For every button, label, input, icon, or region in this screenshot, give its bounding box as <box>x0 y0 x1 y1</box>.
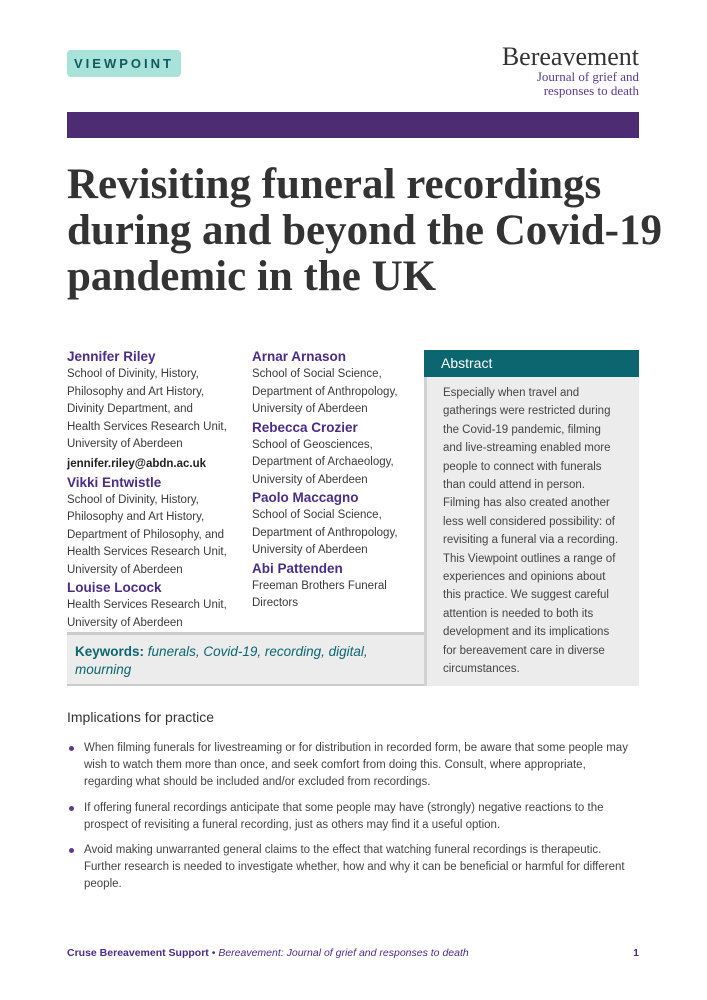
abstract-line: experiences and opinions about <box>443 571 606 584</box>
bullet-icon <box>69 746 74 751</box>
author-affiliation-line: Directors <box>252 597 299 609</box>
author-name: Arnar Arnason <box>252 349 347 364</box>
author-block <box>252 560 422 613</box>
author-affiliation-line: Department of Philosophy, and <box>67 528 225 541</box>
author-affiliation-line: Health Services Research Unit, <box>67 420 227 433</box>
author-affiliation-line: School of Geosciences, <box>252 438 373 451</box>
journal-subtitle-line: responses to death <box>543 83 639 98</box>
abstract-line: attention is needed to both its <box>443 607 594 620</box>
author-affiliation-line: School of Divinity, History, <box>67 368 199 380</box>
author-affiliation-line: University of Aberdeen <box>252 544 368 556</box>
author-affiliation-line: School of Social Science, <box>252 368 382 380</box>
abstract-line: Filming has also created another <box>443 497 610 510</box>
implication-item <box>67 842 632 894</box>
page-number: 1 <box>633 947 639 959</box>
viewpoint-badge: VIEWPOINT <box>67 50 181 77</box>
abstract-line: people to connect with funerals <box>443 460 602 473</box>
keywords-box <box>67 632 424 686</box>
author-affiliation-line: University of Aberdeen <box>67 616 183 629</box>
abstract-line: revisiting a funeral via a recording. <box>443 534 619 547</box>
author-affiliation-line: University of Aberdeen <box>67 438 183 450</box>
author-block <box>67 348 247 474</box>
abstract-line: development and its implications <box>443 626 610 639</box>
abstract-line: this practice. We suggest careful <box>443 589 609 602</box>
journal-subtitle-line: Journal of grief and <box>536 69 639 84</box>
author-affiliation-line: Health Services Research Unit, <box>67 546 227 558</box>
author-affiliation-line: Health Services Research Unit, <box>67 599 227 611</box>
author-affiliation-line: Philosophy and Art History, <box>67 385 205 398</box>
author-block <box>67 474 247 580</box>
author-name: Vikki Entwistle <box>67 474 162 490</box>
author-name: Rebecca Crozier <box>252 419 358 435</box>
footer-separator: • <box>208 947 219 959</box>
author-name: Louise Locock <box>67 580 162 595</box>
keywords-label: Keywords: <box>75 644 145 659</box>
authors-column-1 <box>67 348 247 632</box>
author-name: Jennifer Riley <box>67 349 156 364</box>
footer <box>67 947 469 959</box>
header-bar <box>67 112 639 138</box>
author-affiliation-line: Philosophy and Art History, <box>67 511 205 523</box>
abstract-line: the Covid-19 pandemic, filming <box>443 423 601 436</box>
implications-list <box>67 740 632 902</box>
implication-text: When filming funerals for livestreaming or for distribution in recorded form, be aware that some people may wish to watch them more than once, and seek comfort from doing this. Consult, where appropriate, regarding what should be included and/or excluded from recordings. <box>84 742 628 789</box>
abstract-line: for bereavement care in diverse <box>443 644 605 657</box>
title-line: Revisiting funeral recordings <box>67 161 602 208</box>
author-affiliation-line: Department of Anthropology, <box>252 526 398 539</box>
abstract-line: Especially when travel and <box>443 387 580 399</box>
author-block <box>67 579 247 632</box>
abstract-line: circumstances. <box>443 663 520 676</box>
journal-title: Bereavement <box>501 42 639 71</box>
implication-item <box>67 800 632 834</box>
author-affiliation-line: Divinity Department, and <box>67 403 193 415</box>
implication-item <box>67 740 632 792</box>
title-line: pandemic in the UK <box>67 253 437 300</box>
abstract-box <box>424 350 639 686</box>
author-affiliation-line: School of Divinity, History, <box>67 493 199 506</box>
article-title <box>67 162 667 300</box>
author-affiliation-line: Freeman Brothers Funeral <box>252 579 387 592</box>
author-name: Abi Pattenden <box>252 560 343 576</box>
author-block <box>252 348 422 419</box>
bullet-icon <box>69 848 74 853</box>
author-affiliation-line: Department of Anthropology, <box>252 385 398 398</box>
author-affiliation-line: School of Social Science, <box>252 509 382 521</box>
title-line: during and beyond the Covid-19 <box>67 207 662 254</box>
author-affiliation-line: Department of Archaeology, <box>252 456 394 468</box>
author-affiliation-line: University of Aberdeen <box>67 563 183 576</box>
author-affiliation-line: University of Aberdeen <box>252 473 368 486</box>
implication-text: Avoid making unwarranted general claims to the effect that watching funeral recordings is therapeutic. Further research is needed to investigate whether, how and why it can be beneficial or harmful for different people. <box>84 844 625 891</box>
authors-column-2 <box>252 348 422 613</box>
keywords-value: funerals, Covid-19, recording, digital, mourning <box>75 644 368 677</box>
footer-org: Cruse Bereavement Support <box>67 947 209 959</box>
journal-subtitle <box>537 70 639 98</box>
author-block <box>252 489 422 560</box>
abstract-body <box>427 377 639 679</box>
footer-journal: Bereavement: Journal of grief and responses to death <box>218 947 469 959</box>
author-block <box>252 419 422 490</box>
abstract-line: less well considered possibility: of <box>443 515 615 528</box>
author-email[interactable]: jennifer.riley@abdn.ac.uk <box>67 457 207 470</box>
abstract-line: than could attend in person. <box>443 479 585 492</box>
abstract-line: and live-streaming enabled more <box>443 442 611 455</box>
abstract-line: gatherings were restricted during <box>443 405 611 418</box>
author-name: Paolo Maccagno <box>252 490 359 505</box>
abstract-line: This Viewpoint outlines a range of <box>443 552 616 565</box>
abstract-heading: Abstract <box>424 350 639 377</box>
bullet-icon <box>69 806 74 811</box>
author-affiliation-line: University of Aberdeen <box>252 403 368 415</box>
implications-heading: Implications for practice <box>67 709 215 725</box>
implication-text: If offering funeral recordings anticipate that some people may have (strongly) negative reactions to the prospect of revisiting a funeral recording, just as others may find it a useful option. <box>84 801 604 831</box>
